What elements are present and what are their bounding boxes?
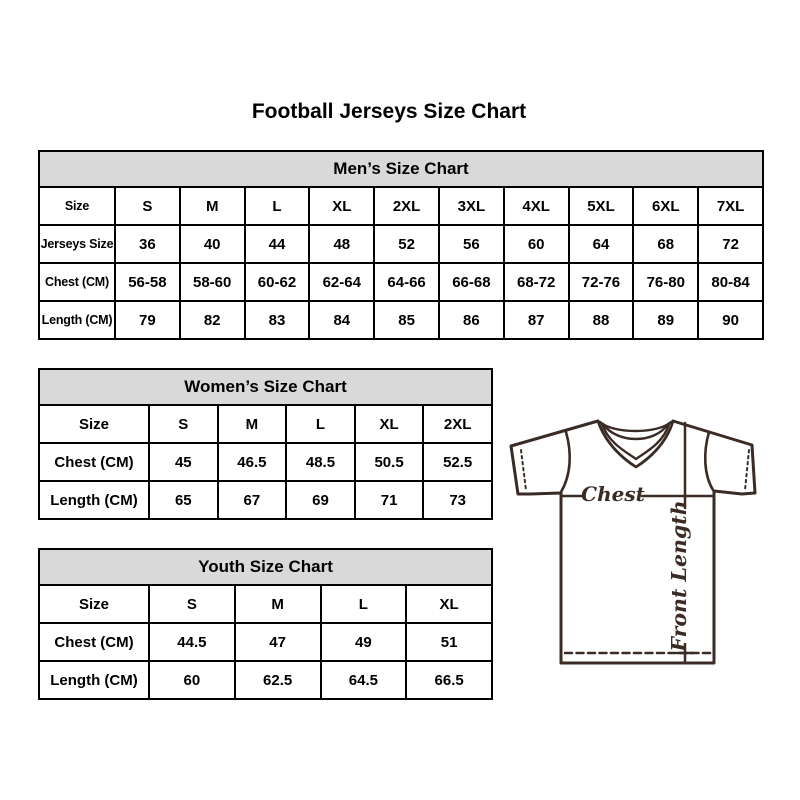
youth-size-chart-table <box>38 548 493 700</box>
value-cell: 60-62 <box>245 263 310 301</box>
men-table-grid <box>38 186 764 340</box>
column-header-cell: XL <box>355 405 424 443</box>
left-cuff-dashed-line <box>521 450 526 490</box>
value-cell: 73 <box>423 481 492 519</box>
row-header-cell: Length (CM) <box>39 301 115 339</box>
value-cell: 66-68 <box>439 263 504 301</box>
youth-table-grid <box>38 584 493 700</box>
value-cell: 76-80 <box>633 263 698 301</box>
value-cell: 82 <box>180 301 245 339</box>
value-cell: 62-64 <box>309 263 374 301</box>
value-cell: 88 <box>569 301 634 339</box>
table-row <box>39 187 763 225</box>
column-header-cell: 2XL <box>374 187 439 225</box>
men-table-title: Men’s Size Chart <box>38 150 764 188</box>
value-cell: 44 <box>245 225 310 263</box>
row-header-cell: Chest (CM) <box>39 623 149 661</box>
column-header-cell: 3XL <box>439 187 504 225</box>
value-cell: 87 <box>504 301 569 339</box>
mens-size-chart-table <box>38 150 764 340</box>
column-header-cell: L <box>286 405 355 443</box>
value-cell: 49 <box>321 623 407 661</box>
value-cell: 65 <box>149 481 218 519</box>
table-row <box>39 481 492 519</box>
value-cell: 68 <box>633 225 698 263</box>
table-row <box>39 443 492 481</box>
value-cell: 45 <box>149 443 218 481</box>
left-armhole-seam <box>561 432 570 492</box>
value-cell: 79 <box>115 301 180 339</box>
value-cell: 52 <box>374 225 439 263</box>
value-cell: 48 <box>309 225 374 263</box>
value-cell: 64 <box>569 225 634 263</box>
right-cuff-dashed-line <box>745 450 749 490</box>
value-cell: 52.5 <box>423 443 492 481</box>
value-cell: 69 <box>286 481 355 519</box>
value-cell: 89 <box>633 301 698 339</box>
value-cell: 44.5 <box>149 623 235 661</box>
table-row <box>39 661 492 699</box>
value-cell: 83 <box>245 301 310 339</box>
value-cell: 51 <box>406 623 492 661</box>
column-header-cell: 4XL <box>504 187 569 225</box>
column-header-cell: 2XL <box>423 405 492 443</box>
value-cell: 46.5 <box>218 443 287 481</box>
value-cell: 72-76 <box>569 263 634 301</box>
value-cell: 50.5 <box>355 443 424 481</box>
value-cell: 62.5 <box>235 661 321 699</box>
youth-table-title: Youth Size Chart <box>38 548 493 586</box>
value-cell: 67 <box>218 481 287 519</box>
column-header-cell: XL <box>406 585 492 623</box>
women-table-title: Women’s Size Chart <box>38 368 493 406</box>
value-cell: 68-72 <box>504 263 569 301</box>
column-header-cell: S <box>149 405 218 443</box>
row-header-cell: Jerseys Size <box>39 225 115 263</box>
row-header-cell: Size <box>39 187 115 225</box>
womens-size-chart-table <box>38 368 493 520</box>
jersey-measurement-diagram <box>505 413 770 673</box>
table-row <box>39 405 492 443</box>
value-cell: 47 <box>235 623 321 661</box>
front-length-label: Front Length <box>667 500 691 652</box>
right-armhole-seam <box>705 432 713 490</box>
value-cell: 84 <box>309 301 374 339</box>
row-header-cell: Length (CM) <box>39 481 149 519</box>
page-title: Football Jerseys Size Chart <box>251 100 527 123</box>
row-header-cell: Size <box>39 405 149 443</box>
column-header-cell: 7XL <box>698 187 763 225</box>
value-cell: 80-84 <box>698 263 763 301</box>
table-row <box>39 225 763 263</box>
value-cell: 58-60 <box>180 263 245 301</box>
value-cell: 36 <box>115 225 180 263</box>
value-cell: 71 <box>355 481 424 519</box>
column-header-cell: M <box>180 187 245 225</box>
value-cell: 60 <box>504 225 569 263</box>
column-header-cell: M <box>218 405 287 443</box>
row-header-cell: Size <box>39 585 149 623</box>
row-header-cell: Length (CM) <box>39 661 149 699</box>
value-cell: 72 <box>698 225 763 263</box>
value-cell: 60 <box>149 661 235 699</box>
row-header-cell: Chest (CM) <box>39 263 115 301</box>
collar-back-arc-outer <box>600 422 671 431</box>
value-cell: 56 <box>439 225 504 263</box>
column-header-cell: 5XL <box>569 187 634 225</box>
chest-label: Chest <box>581 482 645 506</box>
row-header-cell: Chest (CM) <box>39 443 149 481</box>
value-cell: 40 <box>180 225 245 263</box>
value-cell: 66.5 <box>406 661 492 699</box>
table-row <box>39 623 492 661</box>
column-header-cell: L <box>321 585 407 623</box>
column-header-cell: S <box>115 187 180 225</box>
value-cell: 48.5 <box>286 443 355 481</box>
value-cell: 64.5 <box>321 661 407 699</box>
table-row <box>39 263 763 301</box>
value-cell: 86 <box>439 301 504 339</box>
column-header-cell: XL <box>309 187 374 225</box>
column-header-cell: L <box>245 187 310 225</box>
table-row <box>39 585 492 623</box>
column-header-cell: 6XL <box>633 187 698 225</box>
value-cell: 64-66 <box>374 263 439 301</box>
column-header-cell: S <box>149 585 235 623</box>
value-cell: 85 <box>374 301 439 339</box>
value-cell: 90 <box>698 301 763 339</box>
table-row <box>39 301 763 339</box>
value-cell: 56-58 <box>115 263 180 301</box>
women-table-grid <box>38 404 493 520</box>
column-header-cell: M <box>235 585 321 623</box>
